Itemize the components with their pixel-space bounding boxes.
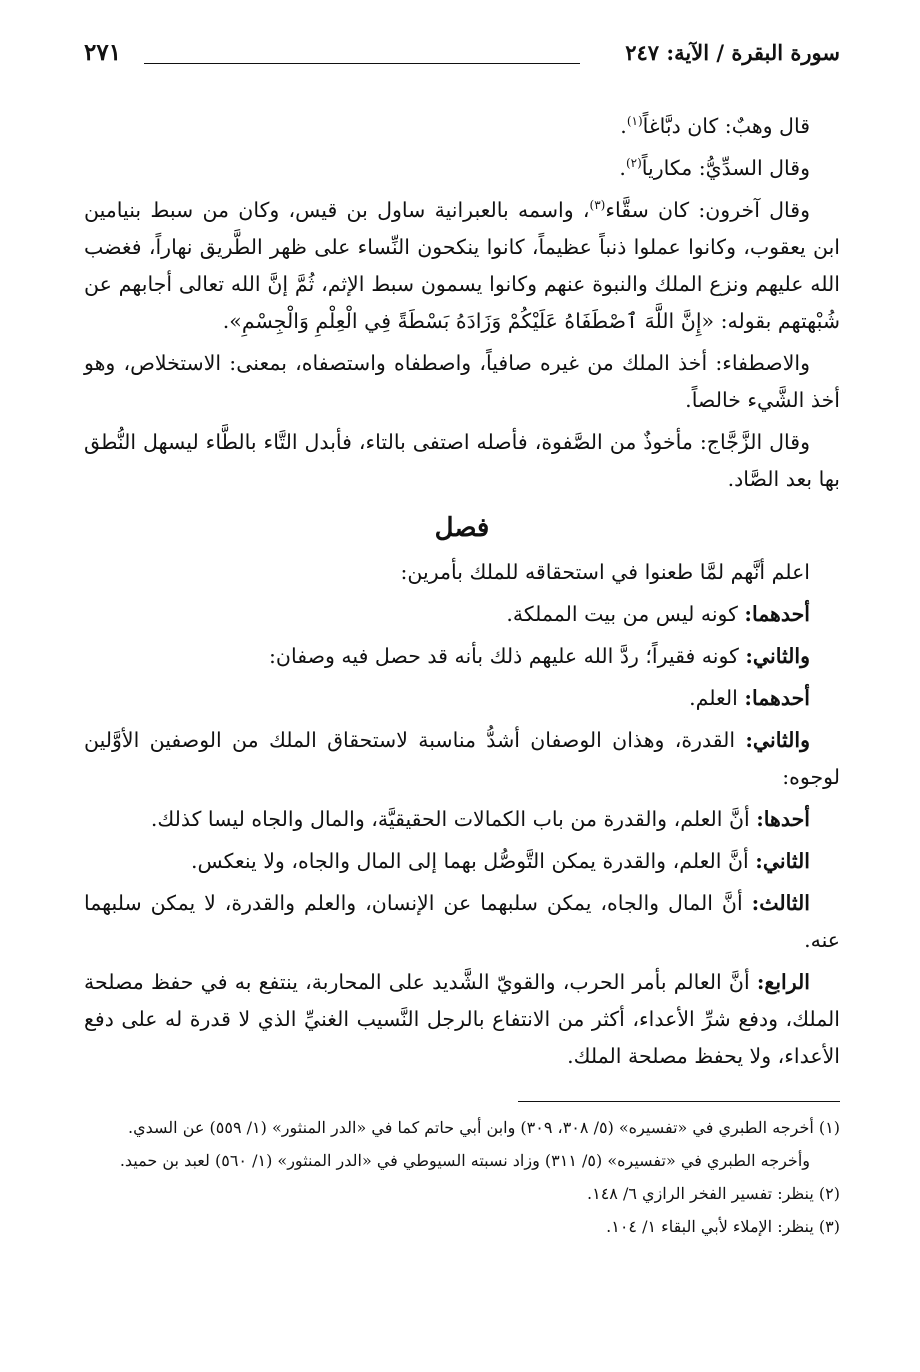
paragraph <box>84 885 840 959</box>
page-header <box>84 38 840 72</box>
footnote-ref[interactable]: (٣) <box>589 198 606 213</box>
text-run: أنَّ المال والجاه، يمكن سلبهما عن الإنسان، والعلم والقدرة، لا يمكن سلبهما عنه. <box>84 891 840 952</box>
text-run: أنَّ العلم، والقدرة يمكن التَّوصُّل بهما إلى المال والجاه، ولا ينعكس. <box>190 849 756 873</box>
paragraph: اعلم أنَّهم لمَّا طعنوا في استحقاقه للملك بأمرين: <box>400 560 810 584</box>
text-run: قال وهبٌ: كان دبَّاغاً <box>642 114 810 138</box>
paragraph <box>84 801 840 838</box>
item-label: أحدهما: <box>744 686 810 710</box>
text-run: القدرة، وهذان الوصفان أشدُّ مناسبة لاستحقاق الملك من الوصفين الأوَّلين لوجوه: <box>84 728 840 789</box>
running-title: سورة البقرة / الآية: ٢٤٧ <box>625 40 840 65</box>
item-label: والثاني: <box>745 644 810 668</box>
footnote-item: (٢) ينظر: تفسير الفخر الرازي ٦/ ١٤٨. <box>587 1184 840 1203</box>
main-text <box>84 108 840 1075</box>
paragraph: والاصطفاء: أخذ الملك من غيره صافياً، واصطفاه واستصفاه، بمعنى: الاستخلاص، وهو أخذ الشَّيء خالصاً. <box>84 351 840 412</box>
paragraph: وقال الزَّجَّاج: مأخوذٌ من الصَّفوة، فأصله اصتفى بالتاء، فأبدل التَّاء بالطَّاء ليسهل النُّطق بها بعد الصَّاد. <box>84 430 840 491</box>
text-run: كونه ليس من بيت المملكة. <box>506 602 745 626</box>
footnote-item: وأخرجه الطبري في «تفسيره» (٥/ ٣١١) وزاد نسبته السيوطي في «الدر المنثور» (١/ ٥٦٠) لعبد بن حميد. <box>119 1151 810 1170</box>
text-run: . <box>619 156 626 180</box>
paragraph <box>84 596 840 633</box>
section-heading: فصل <box>434 513 490 543</box>
item-label: والثاني: <box>745 728 810 752</box>
footnote-item: (٣) ينظر: الإملاء لأبي البقاء ١/ ١٠٤. <box>606 1217 840 1236</box>
text-run: كونه فقيراً؛ ردَّ الله عليهم ذلك بأنه قد حصل فيه وصفان: <box>269 644 746 668</box>
paragraph <box>84 192 840 340</box>
page-number: ٢٧١ <box>84 39 122 66</box>
paragraph <box>84 150 840 187</box>
footnote-ref[interactable]: (٢) <box>625 156 642 171</box>
footnote-item: (١) أخرجه الطبري في «تفسيره» (٥/ ٣٠٨، ٣٠٩) وابن أبي حاتم كما في «الدر المنثور» (١/ ٥٥٩) عن السدي. <box>128 1118 840 1137</box>
footnote-ref[interactable]: (١) <box>626 114 643 129</box>
text-run: أنَّ العلم، والقدرة من باب الكمالات الحقيقيَّة، والمال والجاه ليسا كذلك. <box>150 807 757 831</box>
text-run: وقال آخرون: كان سقَّاء <box>605 198 810 222</box>
item-label: الرابع: <box>756 970 810 994</box>
text-run: ، واسمه بالعبرانية ساول بن قيس، وكان من سبط بنيامين ابن يعقوب، وكانوا عملوا ذنباً عظيماً، كانوا ينكحون النِّساء على ظهر الطَّريق نهاراً، فغضب الله عليهم ونزع الملك والنبوة عنهم وكانوا يسمون سبط الإثم، ثُمَّ إنَّ الله تعالى أجابهم عن شُبْهتهم بقوله: «إِنَّ اللَّهَ ٱصْطَفَاهُ عَلَيْكُمْ وَزَادَهُ بَسْطَةً فِي الْعِلْمِ وَالْجِسْمِ». <box>84 198 840 333</box>
paragraph <box>84 964 840 1075</box>
paragraph <box>84 843 840 880</box>
footnotes <box>84 1114 840 1241</box>
text-run: العلم. <box>689 686 745 710</box>
paragraph <box>84 680 840 717</box>
item-label: أحدهما: <box>744 602 810 626</box>
item-label: الثالث: <box>751 891 810 915</box>
paragraph <box>84 722 840 796</box>
text-run: . <box>620 114 627 138</box>
header-rule <box>144 63 580 64</box>
paragraph <box>84 108 840 145</box>
paragraph <box>84 638 840 675</box>
item-label: أحدها: <box>756 807 810 831</box>
item-label: الثاني: <box>755 849 810 873</box>
text-run: وقال السدِّيُّ: مكارياً <box>641 156 810 180</box>
text-run: أنَّ العالم بأمر الحرب، والقويّ الشَّديد على المحاربة، ينتفع به في حفظ مصلحة الملك، ودفع شرِّ الأعداء، أكثر من الانتفاع بالرجل النَّسيب الغنيِّ الذي لا قدرة له على دفع الأعداء، ولا يحفظ مصلحة الملك. <box>84 970 840 1068</box>
footnote-divider <box>518 1101 840 1102</box>
